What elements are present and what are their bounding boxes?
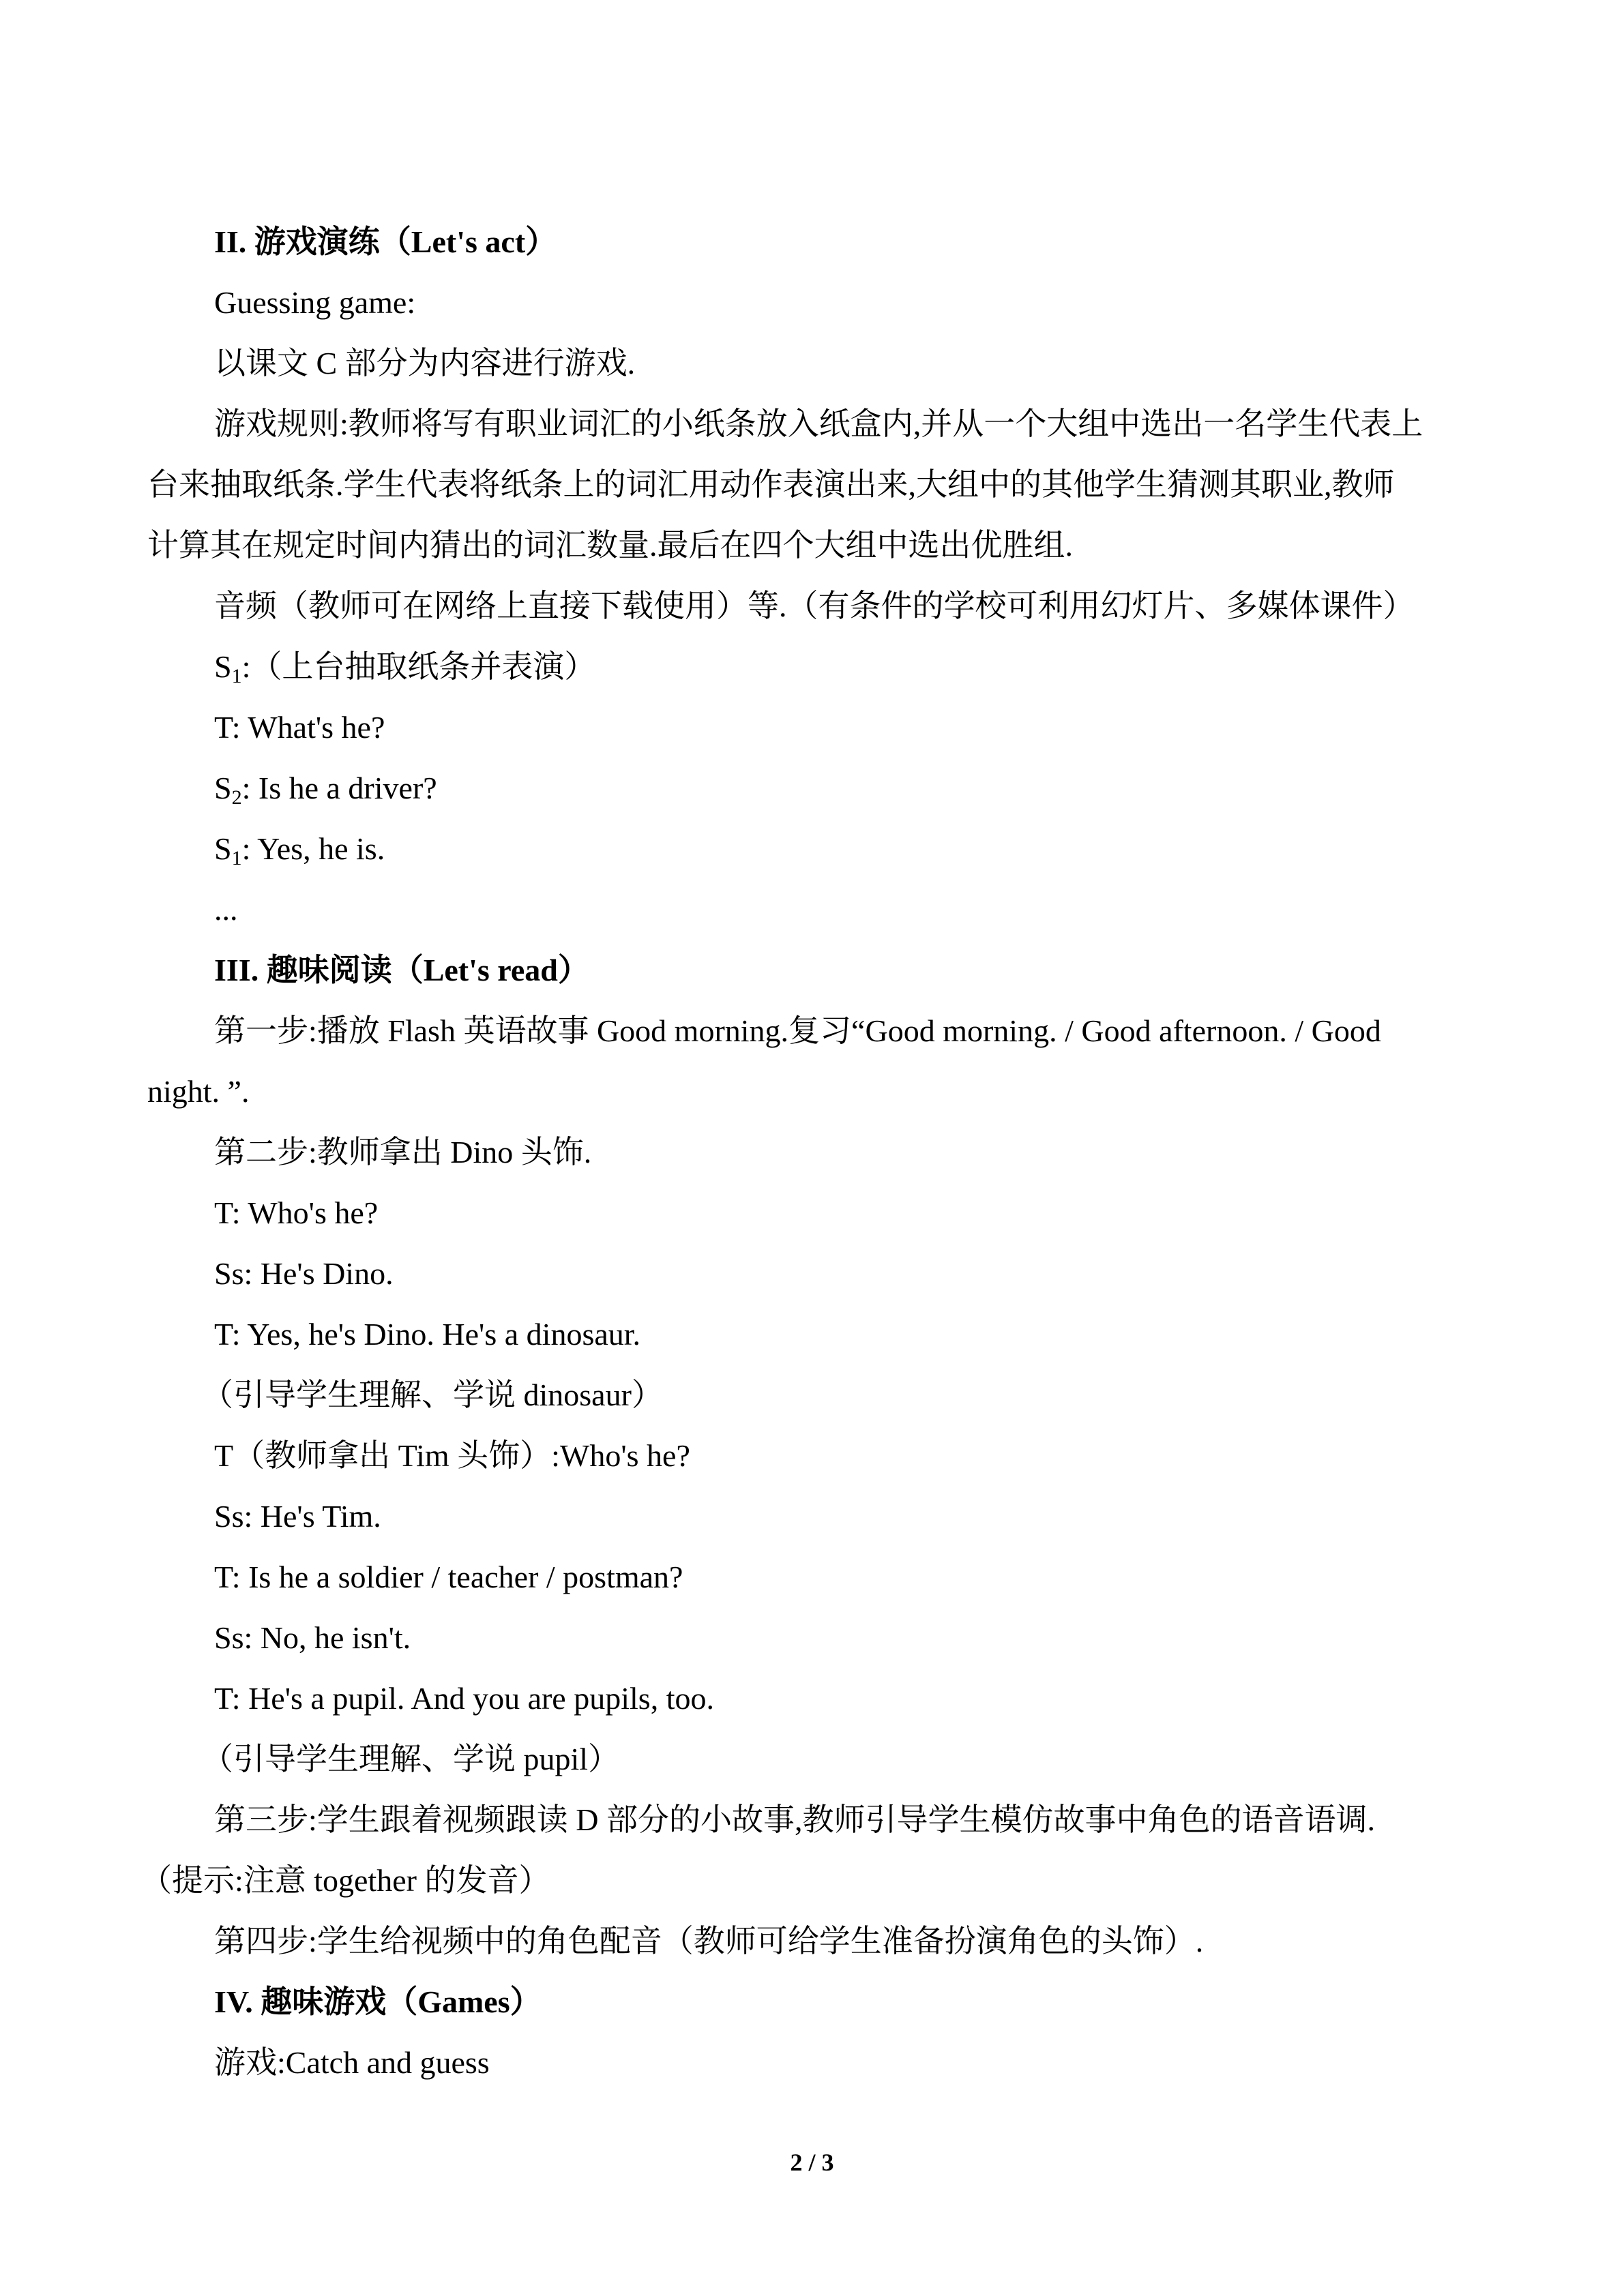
note-line: （引导学生理解、学说 dinosaur） (202, 1377, 663, 1412)
paragraph: 音频（教师可在网络上直接下载使用）等.（有条件的学校可利用幻灯片、多媒体课件） (214, 588, 1415, 623)
dialogue-text: : Is he a driver? (241, 771, 437, 805)
dialogue-line (147, 758, 1484, 818)
dialogue-line: T: Is he a soldier / teacher / postman? (214, 1560, 683, 1594)
section-heading: II. 游戏演练（Let's act） (214, 224, 557, 259)
dialogue-text: :（上台抽取纸条并表演） (241, 649, 596, 684)
paragraph-line: 计算其在规定时间内猜出的词汇数量.最后在四个大组中选出优胜组. (147, 528, 1073, 563)
speaker-subscript: 2 (231, 786, 242, 809)
dialogue-line: T: He's a pupil. And you are pupils, too. (214, 1681, 714, 1716)
paragraph: Guessing game: (214, 285, 416, 320)
paragraph-line: 台来抽取纸条.学生代表将纸条上的词汇用动作表演出来,大组中的其他学生猜测其职业,教师 (147, 467, 1395, 502)
section-heading: III. 趣味阅读（Let's read） (214, 953, 589, 987)
dialogue-line: Ss: He's Dino. (214, 1256, 394, 1291)
speaker-label: S (214, 649, 232, 684)
paragraph-line: 第三步:学生跟着视频跟读 D 部分的小故事,教师引导学生模仿故事中角色的语音语调. (214, 1802, 1375, 1837)
dialogue-line: Ss: He's Tim. (214, 1499, 381, 1534)
dialogue-text: : Yes, he is. (241, 831, 385, 866)
paragraph: 游戏:Catch and guess (214, 2045, 490, 2080)
dialogue-line: T: Who's he? (214, 1195, 379, 1230)
dialogue-line: T: What's he? (214, 710, 385, 745)
paragraph: 第二步:教师拿出 Dino 头饰. (214, 1135, 592, 1169)
speaker-subscript: 1 (231, 665, 242, 687)
speaker-subscript: 1 (231, 847, 242, 869)
paragraph: 以课文 C 部分为内容进行游戏. (214, 346, 636, 381)
ellipsis: ... (214, 892, 238, 927)
dialogue-line: T（教师拿出 Tim 头饰）:Who's he? (214, 1438, 690, 1473)
paragraph-line: 第一步:播放 Flash 英语故事 Good morning.复习“Good morning. / Good afternoon. / Good (214, 1013, 1381, 1048)
dialogue-line: Ss: No, he isn't. (214, 1620, 411, 1655)
paragraph-line: （提示:注意 together 的发音） (141, 1863, 550, 1898)
page-number: 2 / 3 (790, 2149, 834, 2176)
document-body (141, 211, 1484, 2093)
dialogue-line: T: Yes, he's Dino. He's a dinosaur. (214, 1317, 641, 1352)
dialogue-line (147, 818, 1484, 879)
speaker-label: S (214, 831, 232, 866)
section-heading: IV. 趣味游戏（Games） (214, 1984, 542, 2019)
note-line: （引导学生理解、学说 pupil） (202, 1742, 620, 1776)
paragraph-line: 游戏规则:教师将写有职业词汇的小纸条放入纸盒内,并从一个大组中选出一名学生代表上 (214, 406, 1423, 441)
paragraph-line: night. ”. (147, 1074, 250, 1109)
dialogue-line (147, 636, 1484, 697)
paragraph: 第四步:学生给视频中的角色配音（教师可给学生准备扮演角色的头饰）. (214, 1924, 1204, 1958)
speaker-label: S (214, 771, 232, 805)
